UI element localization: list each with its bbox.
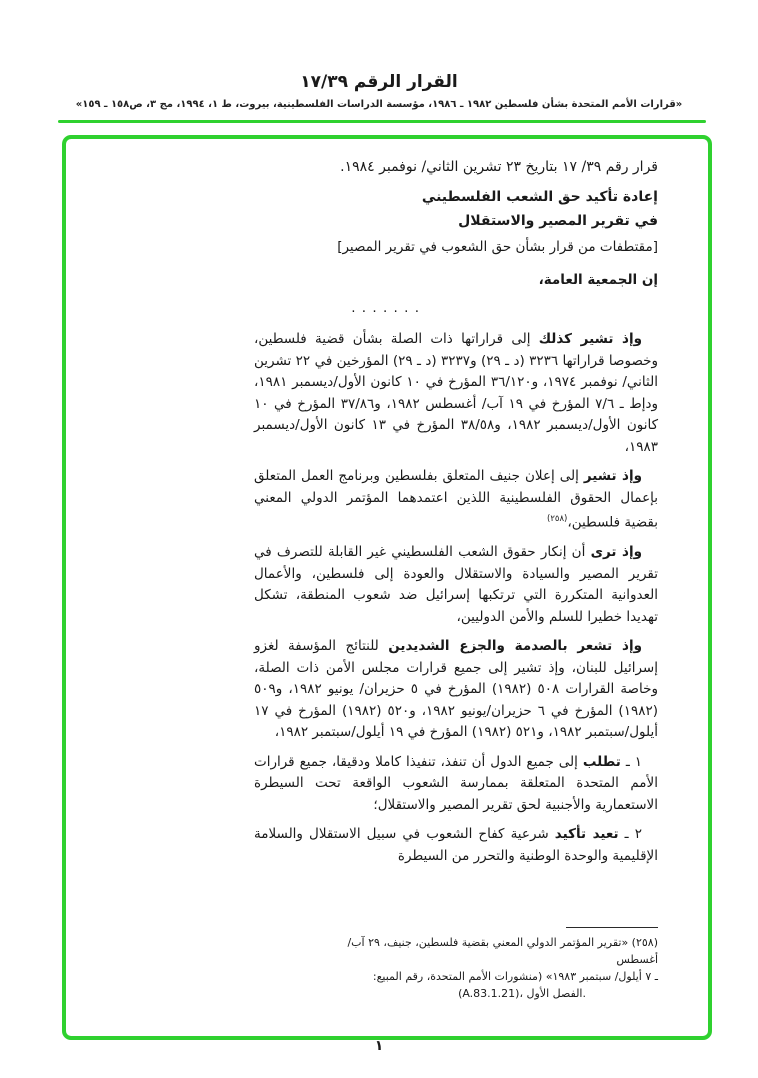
resolution-heading: قرار رقم ٣٩/ ١٧ بتاريخ ٢٣ تشرين الثاني/ نوفمبر ١٩٨٤. <box>340 159 658 175</box>
paragraph-lead: تطلب <box>582 753 621 770</box>
paragraph-text: أن إنكار حقوق الشعب الفلسطيني غير القابلة للتصرف في تقرير المصير والسيادة والاستقلال والعودة إلى فلسطين، والأعمال العدوانية المتكررة التي ترتكبها إسرائيل ضد شعوب المنطقة، تشكل تهديدا خطيرا للسلم والأمن الدوليين، <box>254 544 658 625</box>
paragraph-lead: تعيد تأكيد <box>554 826 619 842</box>
paragraph-lead: وإذ ترى <box>590 544 642 560</box>
paragraph-numbered-2 <box>254 824 658 867</box>
paragraph-text: إلى جميع الدول أن تنفذ، تنفيذا كاملا ودقيقا، جميع قرارات الأمم المتحدة المتعلقة بممارسة الشعوب الواقعة تحت السيطرة الاستعمارية والأجنبية لحق تقرير المصير والاستقلال؛ <box>254 753 658 813</box>
paragraph-lead: وإذ تشير <box>583 468 642 484</box>
paragraph <box>254 542 658 628</box>
header-divider <box>58 120 706 123</box>
paragraph <box>254 636 658 744</box>
resolution-body <box>254 155 658 867</box>
resolution-subtitle-2: في تقرير المصير والاستقلال <box>458 213 658 229</box>
bracket-note: [مقتطفات من قرار بشأن حق الشعوب في تقرير المصير] <box>337 239 658 255</box>
paragraph-lead: وإذ تشعر بالصدمة والجزع الشديدين <box>388 638 642 654</box>
footnote-line-3: (A.83.1.21)، الفصل الأول. <box>458 987 586 1000</box>
paragraph-numbered-1 <box>254 752 658 817</box>
opening-phrase: إن الجمعية العامة، <box>538 272 658 288</box>
page-number: ١ <box>374 1038 384 1054</box>
resolution-frame <box>62 135 712 1040</box>
resolution-subtitle-1: إعادة تأكيد حق الشعب الفلسطيني <box>421 189 658 205</box>
footnote-divider <box>566 927 658 928</box>
paragraph-text: شرعية كفاح الشعوب في سبيل الاستقلال والسلامة الإقليمية والوحدة الوطنية والتحرر من السيطرة <box>254 826 658 864</box>
paragraph-text: إلى قراراتها ذات الصلة بشأن قضية فلسطين، وخصوصا قراراتها ٣٢٣٦ (د ـ ٢٩) و٣٢٣٧ (د ـ ٢٩) المؤرخين في ٢٢ تشرين الثاني/ نوفمبر ١٩٧٤، و٣٦/١٢٠ المؤرخ في ١٠ كانون الأول/ديسمبر ١٩٨١، ودإط ـ ٧/٦ المؤرخ في ١٩ آب/ أغسطس ١٩٨٢، و٣٧/٨٦ المؤرخ في ١٠ كانون الأول/ديسمبر ١٩٨٢، و٣٨/٥٨ المؤرخ في ١٣ كانون الأول/ديسمبر ١٩٨٣، <box>254 331 659 455</box>
item-number: ١ ـ <box>620 753 642 770</box>
omission-dots: . . . . . . . <box>351 299 420 316</box>
page-title: القرار الرقم ١٧/٣٩ <box>300 72 458 92</box>
paragraph <box>254 329 658 458</box>
item-number: ٢ ـ <box>618 826 642 842</box>
paragraph-text: إلى إعلان جنيف المتعلق بفلسطين وبرنامج العمل المتعلق بإعمال الحقوق الفلسطينية اللذين اعتمدهما المؤتمر الدولي المعني بقضية فلسطين، <box>254 468 658 531</box>
paragraph-text: للنتائج المؤسفة لغزو إسرائيل للبنان، وإذ تشير إلى جميع قرارات مجلس الأمن ذات الصلة، وخاصة القرارات ٥٠٨ (١٩٨٢) المؤرخ في ٥ حزيران/ يونيو ١٩٨٢، و٥٠٩ (١٩٨٢) المؤرخ في ٦ حزيران/يونيو ١٩٨٢، و٥٢٠ (١٩٨٢) المؤرخ في ١٧ أيلول/سبتمبر ١٩٨٢، و٥٢١ (١٩٨٢) المؤرخ في ١٩ أيلول/سبتمبر ١٩٨٢، <box>254 638 659 740</box>
paragraph-lead: وإذ تشير كذلك <box>538 331 642 347</box>
footnote-ref: (٢٥٨) <box>546 514 568 524</box>
paragraph <box>254 466 658 534</box>
footnote <box>346 922 658 1002</box>
citation-line: «قرارات الأمم المتحدة بشأن فلسطين ١٩٨٢ ـ ١٩٨٦، مؤسسة الدراسات الفلسطينية، بيروت، ط ١، ١٩٩٤، مج ٣، ص١٥٨ ـ ١٥٩» <box>75 99 683 110</box>
footnote-line-1: (٢٥٨) «تقرير المؤتمر الدولي المعني بقضية فلسطين، جنيف، ٢٩ آب/ أغسطس <box>347 936 658 966</box>
footnote-line-2: ـ ٧ أيلول/ سبتمبر ١٩٨٣» (منشورات الأمم المتحدة، رقم المبيع: <box>372 970 658 983</box>
